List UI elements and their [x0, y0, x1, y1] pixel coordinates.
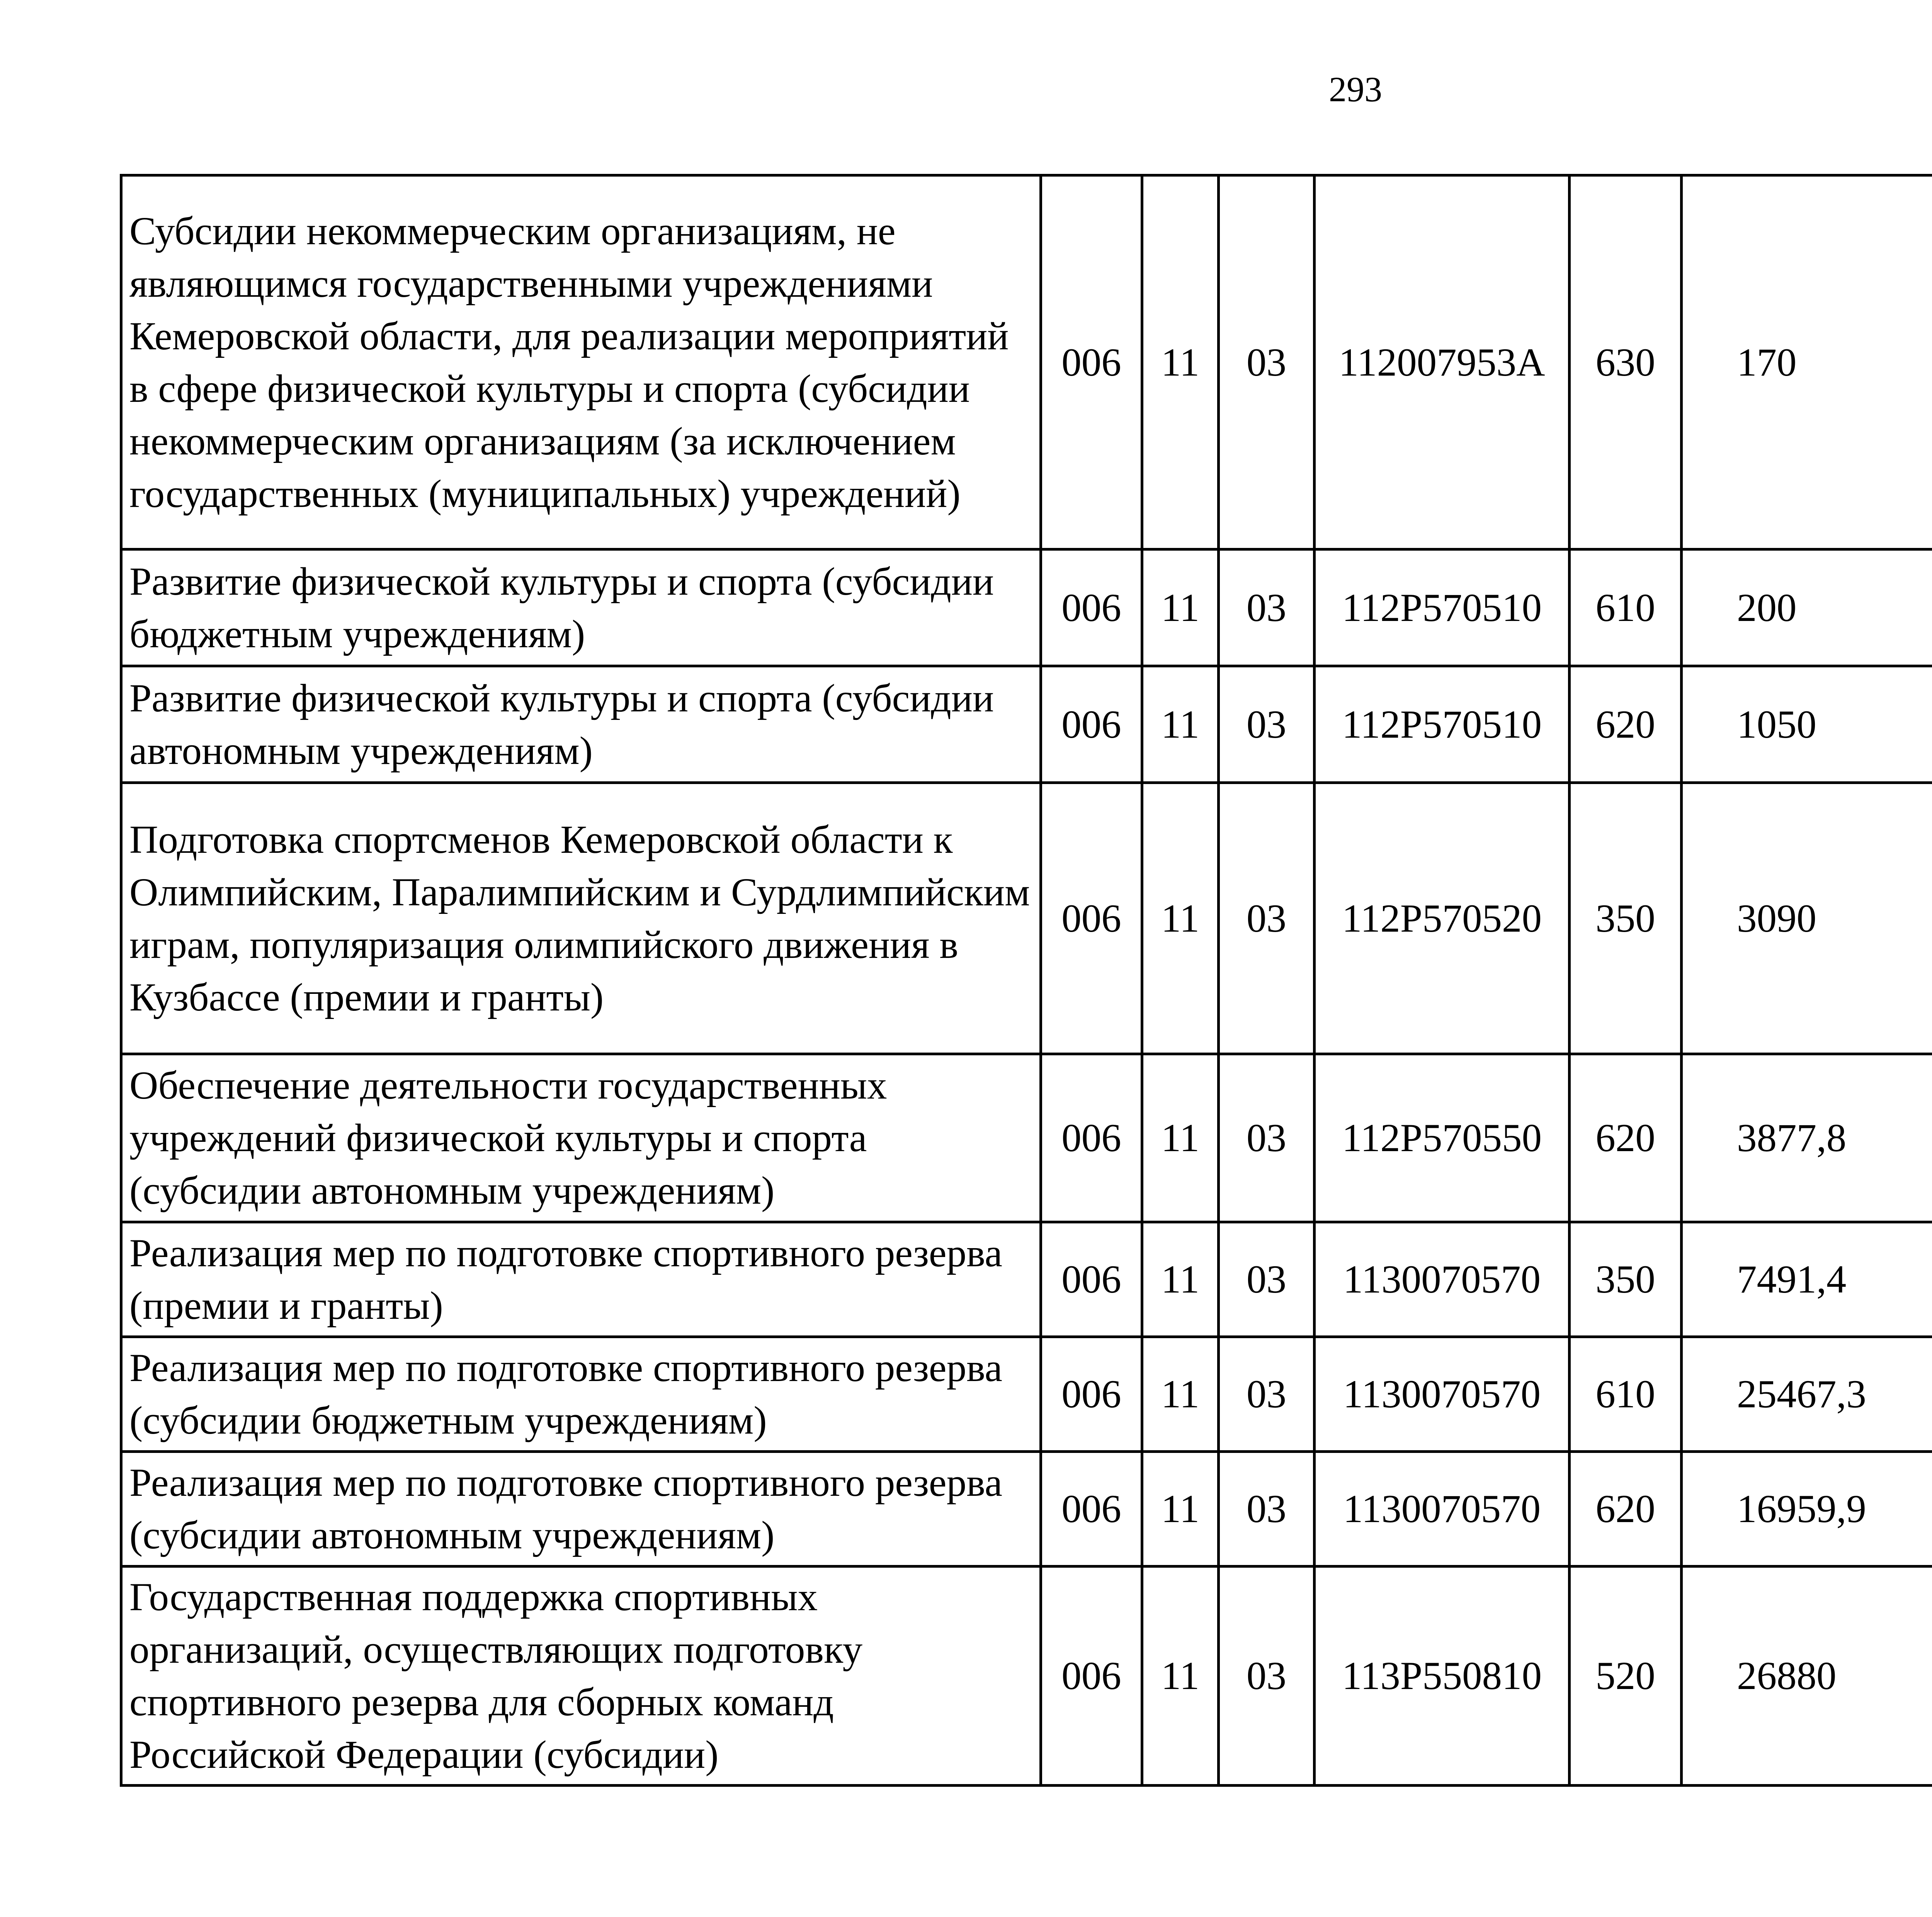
target-article-code: 112P570520: [1315, 783, 1570, 1054]
grbs-code: 006: [1041, 783, 1142, 1054]
table-row: [121, 1337, 1932, 1452]
row-description: Реализация мер по подготовке спортивного резерва (субсидии автономным учреждениям): [121, 1452, 1041, 1567]
amount-year-1: 3090: [1682, 783, 1932, 1054]
row-description: Государственная поддержка спортивных организаций, осуществляющих подготовку спортивного резерва для сборных команд Российской Федерации (субсидии): [121, 1567, 1041, 1786]
expense-type-code: 630: [1570, 175, 1682, 549]
subsection-code: 03: [1219, 1222, 1315, 1337]
target-article-code: 1130070570: [1315, 1222, 1570, 1337]
row-description: Обеспечение деятельности государственных учреждений физической культуры и спорта (субсидии автономным учреждениям): [121, 1054, 1041, 1222]
budget-table: [120, 174, 1932, 1787]
subsection-code: 03: [1219, 1054, 1315, 1222]
amount-year-1: 1050: [1682, 666, 1932, 783]
target-article-code: 113P550810: [1315, 1567, 1570, 1786]
section-code: 11: [1142, 1337, 1219, 1452]
target-article-code: 112007953А: [1315, 175, 1570, 549]
section-code: 11: [1142, 549, 1219, 666]
amount-year-1: 25467,3: [1682, 1337, 1932, 1452]
grbs-code: 006: [1041, 1337, 1142, 1452]
row-description: Субсидии некоммерческим организациям, не являющимся государственными учреждениями Кемеровской области, для реализации мероприятий в сфере физической культуры и спорта (субсидии некоммерческим организациям (за исключением государственных (муниципальных) учреждений): [121, 175, 1041, 549]
expense-type-code: 520: [1570, 1567, 1682, 1786]
section-code: 11: [1142, 1222, 1219, 1337]
page-number: 293: [1329, 70, 1382, 109]
row-description: Реализация мер по подготовке спортивного резерва (премии и гранты): [121, 1222, 1041, 1337]
subsection-code: 03: [1219, 1567, 1315, 1786]
section-code: 11: [1142, 1054, 1219, 1222]
amount-year-1: 3877,8: [1682, 1054, 1932, 1222]
expense-type-code: 620: [1570, 666, 1682, 783]
amount-year-1: 170: [1682, 175, 1932, 549]
subsection-code: 03: [1219, 549, 1315, 666]
row-description: Подготовка спортсменов Кемеровской области к Олимпийским, Паралимпийским и Сурдлимпийским играм, популяризация олимпийского движения в Кузбассе (премии и гранты): [121, 783, 1041, 1054]
table-row: [121, 175, 1932, 549]
grbs-code: 006: [1041, 1054, 1142, 1222]
target-article-code: 112P570510: [1315, 549, 1570, 666]
target-article-code: 112P570550: [1315, 1054, 1570, 1222]
section-code: 11: [1142, 783, 1219, 1054]
grbs-code: 006: [1041, 549, 1142, 666]
target-article-code: 1130070570: [1315, 1452, 1570, 1567]
subsection-code: 03: [1219, 175, 1315, 549]
expense-type-code: 610: [1570, 1337, 1682, 1452]
expense-type-code: 610: [1570, 549, 1682, 666]
table-row: [121, 549, 1932, 666]
section-code: 11: [1142, 175, 1219, 549]
subsection-code: 03: [1219, 1452, 1315, 1567]
amount-year-1: 26880: [1682, 1567, 1932, 1786]
row-description: Развитие физической культуры и спорта (субсидии бюджетным учреждениям): [121, 549, 1041, 666]
subsection-code: 03: [1219, 783, 1315, 1054]
target-article-code: 112P570510: [1315, 666, 1570, 783]
grbs-code: 006: [1041, 666, 1142, 783]
subsection-code: 03: [1219, 1337, 1315, 1452]
grbs-code: 006: [1041, 1452, 1142, 1567]
subsection-code: 03: [1219, 666, 1315, 783]
expense-type-code: 350: [1570, 783, 1682, 1054]
expense-type-code: 620: [1570, 1054, 1682, 1222]
grbs-code: 006: [1041, 1567, 1142, 1786]
section-code: 11: [1142, 666, 1219, 783]
target-article-code: 1130070570: [1315, 1337, 1570, 1452]
grbs-code: 006: [1041, 1222, 1142, 1337]
table-row: [121, 1054, 1932, 1222]
row-description: Развитие физической культуры и спорта (субсидии автономным учреждениям): [121, 666, 1041, 783]
expense-type-code: 350: [1570, 1222, 1682, 1337]
grbs-code: 006: [1041, 175, 1142, 549]
table-row: [121, 1222, 1932, 1337]
table-row: [121, 1452, 1932, 1567]
amount-year-1: 16959,9: [1682, 1452, 1932, 1567]
amount-year-1: 200: [1682, 549, 1932, 666]
table-row: [121, 666, 1932, 783]
table-row: [121, 783, 1932, 1054]
table-row: [121, 1567, 1932, 1786]
section-code: 11: [1142, 1452, 1219, 1567]
row-description: Реализация мер по подготовке спортивного резерва (субсидии бюджетным учреждениям): [121, 1337, 1041, 1452]
section-code: 11: [1142, 1567, 1219, 1786]
expense-type-code: 620: [1570, 1452, 1682, 1567]
amount-year-1: 7491,4: [1682, 1222, 1932, 1337]
